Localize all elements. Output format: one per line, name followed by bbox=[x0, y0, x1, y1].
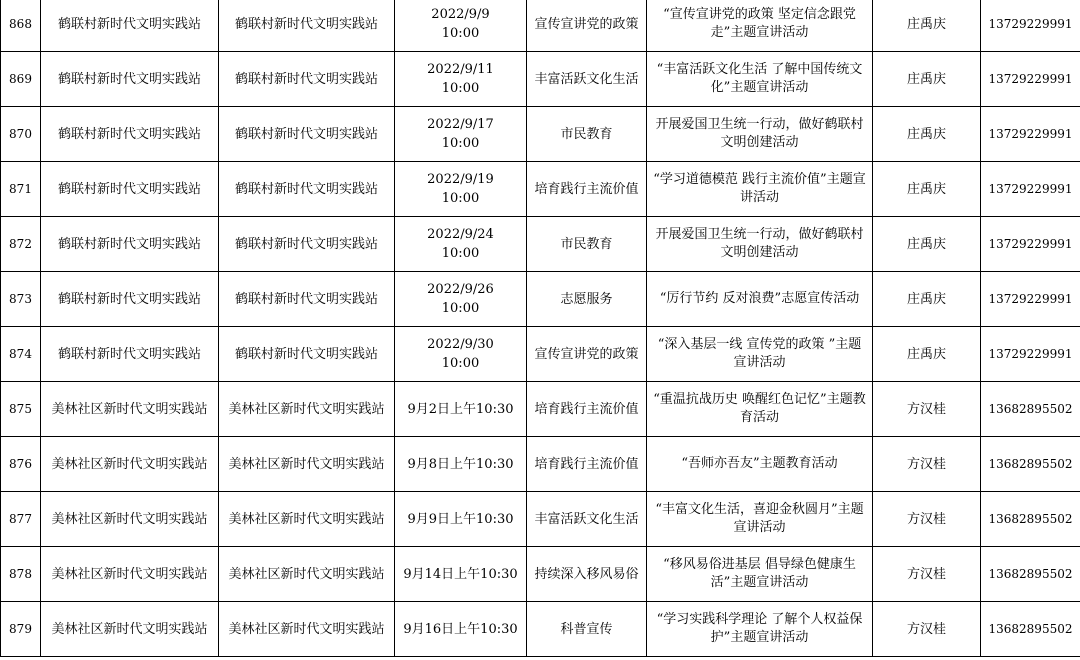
table-row bbox=[1, 492, 1080, 547]
time-line: 2022/9/9 bbox=[431, 7, 490, 22]
category-cell: 宣传宣讲党的政策 bbox=[527, 0, 647, 52]
category-cell: 培育践行主流价值 bbox=[527, 382, 647, 437]
phone-cell: 13729229991 bbox=[981, 272, 1080, 327]
row-number-cell: 870 bbox=[1, 107, 41, 162]
theme-cell: 开展爱国卫生统一行动，做好鹤联村文明创建活动 bbox=[647, 217, 873, 272]
time-cell bbox=[395, 162, 527, 217]
phone-cell: 13729229991 bbox=[981, 0, 1080, 52]
table-row bbox=[1, 602, 1080, 657]
contact-cell: 庄禹庆 bbox=[873, 327, 981, 382]
contact-cell: 庄禹庆 bbox=[873, 272, 981, 327]
time-cell bbox=[395, 492, 527, 547]
table-row bbox=[1, 107, 1080, 162]
time-cell bbox=[395, 107, 527, 162]
table-row bbox=[1, 0, 1080, 52]
organizer-cell: 鹤联村新时代文明实践站 bbox=[41, 52, 219, 107]
venue-cell: 鹤联村新时代文明实践站 bbox=[219, 162, 395, 217]
time-line: 2022/9/24 bbox=[427, 227, 494, 242]
phone-cell: 13682895502 bbox=[981, 547, 1080, 602]
venue-cell: 鹤联村新时代文明实践站 bbox=[219, 217, 395, 272]
time-line: 10:00 bbox=[441, 246, 480, 261]
venue-cell: 美林社区新时代文明实践站 bbox=[219, 437, 395, 492]
time-line: 9月8日上午10:30 bbox=[407, 456, 514, 472]
theme-cell: “移风易俗进基层 倡导绿色健康生活”主题宣讲活动 bbox=[647, 547, 873, 602]
time-line: 2022/9/17 bbox=[427, 117, 494, 132]
phone-cell: 13729229991 bbox=[981, 327, 1080, 382]
time-line: 2022/9/11 bbox=[427, 62, 494, 77]
phone-cell: 13682895502 bbox=[981, 382, 1080, 437]
activity-table-body bbox=[1, 0, 1080, 657]
organizer-cell: 鹤联村新时代文明实践站 bbox=[41, 217, 219, 272]
row-number-cell: 877 bbox=[1, 492, 41, 547]
row-number-cell: 872 bbox=[1, 217, 41, 272]
time-line: 2022/9/19 bbox=[427, 172, 494, 187]
category-cell: 培育践行主流价值 bbox=[527, 162, 647, 217]
time-cell bbox=[395, 547, 527, 602]
time-line: 9月9日上午10:30 bbox=[407, 511, 514, 527]
phone-cell: 13729229991 bbox=[981, 162, 1080, 217]
theme-cell: “丰富文化生活，喜迎金秋圆月”主题宣讲活动 bbox=[647, 492, 873, 547]
time-line: 10:00 bbox=[441, 191, 480, 206]
row-number-cell: 868 bbox=[1, 0, 41, 52]
theme-cell: “丰富活跃文化生活 了解中国传统文化”主题宣讲活动 bbox=[647, 52, 873, 107]
row-number-cell: 878 bbox=[1, 547, 41, 602]
time-cell bbox=[395, 602, 527, 657]
organizer-cell: 鹤联村新时代文明实践站 bbox=[41, 162, 219, 217]
time-line: 10:00 bbox=[441, 301, 480, 316]
phone-cell: 13729229991 bbox=[981, 217, 1080, 272]
phone-cell: 13729229991 bbox=[981, 107, 1080, 162]
category-cell: 市民教育 bbox=[527, 107, 647, 162]
theme-cell: “吾师亦吾友”主题教育活动 bbox=[647, 437, 873, 492]
venue-cell: 鹤联村新时代文明实践站 bbox=[219, 52, 395, 107]
venue-cell: 美林社区新时代文明实践站 bbox=[219, 602, 395, 657]
organizer-cell: 美林社区新时代文明实践站 bbox=[41, 437, 219, 492]
category-cell: 科普宣传 bbox=[527, 602, 647, 657]
theme-cell: “深入基层一线 宣传党的政策 ”主题宣讲活动 bbox=[647, 327, 873, 382]
table-row bbox=[1, 52, 1080, 107]
contact-cell: 方汉桂 bbox=[873, 602, 981, 657]
time-line: 9月16日上午10:30 bbox=[403, 621, 518, 637]
time-line: 10:00 bbox=[441, 356, 480, 371]
contact-cell: 庄禹庆 bbox=[873, 0, 981, 52]
theme-cell: “学习道德模范 践行主流价值”主题宣讲活动 bbox=[647, 162, 873, 217]
contact-cell: 庄禹庆 bbox=[873, 107, 981, 162]
theme-cell: “厉行节约 反对浪费”志愿宣传活动 bbox=[647, 272, 873, 327]
time-cell bbox=[395, 382, 527, 437]
venue-cell: 鹤联村新时代文明实践站 bbox=[219, 0, 395, 52]
venue-cell: 鹤联村新时代文明实践站 bbox=[219, 327, 395, 382]
theme-cell: “宣传宣讲党的政策 坚定信念跟党走”主题宣讲活动 bbox=[647, 0, 873, 52]
phone-cell: 13682895502 bbox=[981, 437, 1080, 492]
time-line: 10:00 bbox=[441, 81, 480, 96]
time-line: 10:00 bbox=[441, 26, 480, 41]
table-row bbox=[1, 382, 1080, 437]
row-number-cell: 869 bbox=[1, 52, 41, 107]
time-cell bbox=[395, 0, 527, 52]
phone-cell: 13729229991 bbox=[981, 52, 1080, 107]
phone-cell: 13682895502 bbox=[981, 602, 1080, 657]
organizer-cell: 美林社区新时代文明实践站 bbox=[41, 382, 219, 437]
contact-cell: 庄禹庆 bbox=[873, 217, 981, 272]
table-row bbox=[1, 272, 1080, 327]
row-number-cell: 879 bbox=[1, 602, 41, 657]
theme-cell: “学习实践科学理论 了解个人权益保护”主题宣讲活动 bbox=[647, 602, 873, 657]
table-row bbox=[1, 162, 1080, 217]
time-line: 2022/9/30 bbox=[427, 337, 494, 352]
row-number-cell: 876 bbox=[1, 437, 41, 492]
table-row bbox=[1, 437, 1080, 492]
category-cell: 持续深入移风易俗 bbox=[527, 547, 647, 602]
row-number-cell: 873 bbox=[1, 272, 41, 327]
time-cell bbox=[395, 272, 527, 327]
contact-cell: 方汉桂 bbox=[873, 437, 981, 492]
row-number-cell: 871 bbox=[1, 162, 41, 217]
contact-cell: 方汉桂 bbox=[873, 382, 981, 437]
organizer-cell: 鹤联村新时代文明实践站 bbox=[41, 272, 219, 327]
phone-cell: 13682895502 bbox=[981, 492, 1080, 547]
venue-cell: 美林社区新时代文明实践站 bbox=[219, 547, 395, 602]
time-cell bbox=[395, 437, 527, 492]
time-line: 2022/9/26 bbox=[427, 282, 494, 297]
row-number-cell: 874 bbox=[1, 327, 41, 382]
organizer-cell: 美林社区新时代文明实践站 bbox=[41, 602, 219, 657]
contact-cell: 庄禹庆 bbox=[873, 52, 981, 107]
table-row bbox=[1, 217, 1080, 272]
contact-cell: 庄禹庆 bbox=[873, 162, 981, 217]
time-cell bbox=[395, 327, 527, 382]
venue-cell: 鹤联村新时代文明实践站 bbox=[219, 272, 395, 327]
organizer-cell: 美林社区新时代文明实践站 bbox=[41, 547, 219, 602]
time-cell bbox=[395, 217, 527, 272]
table-row bbox=[1, 327, 1080, 382]
category-cell: 志愿服务 bbox=[527, 272, 647, 327]
contact-cell: 方汉桂 bbox=[873, 547, 981, 602]
contact-cell: 方汉桂 bbox=[873, 492, 981, 547]
time-cell bbox=[395, 52, 527, 107]
category-cell: 培育践行主流价值 bbox=[527, 437, 647, 492]
category-cell: 丰富活跃文化生活 bbox=[527, 52, 647, 107]
category-cell: 市民教育 bbox=[527, 217, 647, 272]
time-line: 9月14日上午10:30 bbox=[403, 566, 518, 582]
row-number-cell: 875 bbox=[1, 382, 41, 437]
organizer-cell: 美林社区新时代文明实践站 bbox=[41, 492, 219, 547]
theme-cell: 开展爱国卫生统一行动，做好鹤联村文明创建活动 bbox=[647, 107, 873, 162]
organizer-cell: 鹤联村新时代文明实践站 bbox=[41, 107, 219, 162]
venue-cell: 鹤联村新时代文明实践站 bbox=[219, 107, 395, 162]
venue-cell: 美林社区新时代文明实践站 bbox=[219, 382, 395, 437]
theme-cell: “重温抗战历史 唤醒红色记忆”主题教育活动 bbox=[647, 382, 873, 437]
table-row bbox=[1, 547, 1080, 602]
category-cell: 宣传宣讲党的政策 bbox=[527, 327, 647, 382]
organizer-cell: 鹤联村新时代文明实践站 bbox=[41, 0, 219, 52]
category-cell: 丰富活跃文化生活 bbox=[527, 492, 647, 547]
venue-cell: 美林社区新时代文明实践站 bbox=[219, 492, 395, 547]
organizer-cell: 鹤联村新时代文明实践站 bbox=[41, 327, 219, 382]
time-line: 9月2日上午10:30 bbox=[407, 401, 514, 417]
time-line: 10:00 bbox=[441, 136, 480, 151]
